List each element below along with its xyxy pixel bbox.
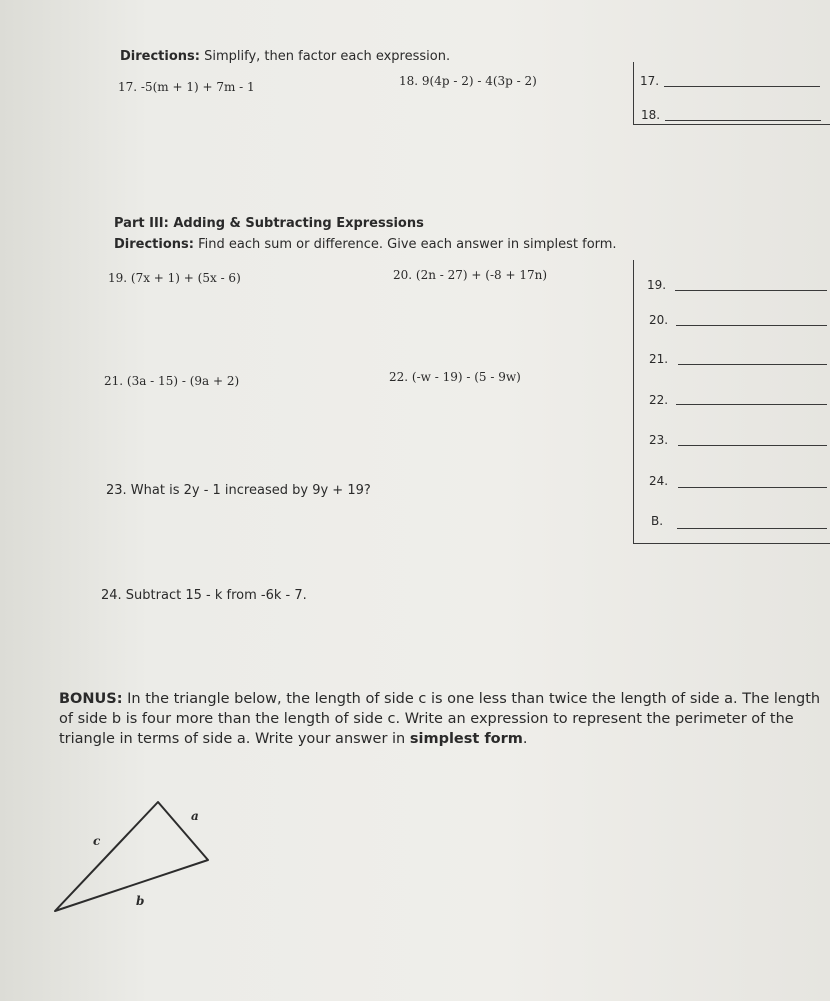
question-24: 24. Subtract 15 - k from -6k - 7. [101,588,307,603]
answer-23-field[interactable] [678,445,827,446]
answer-21-label: 21. [649,352,669,366]
answer-21-field[interactable] [678,364,827,365]
answer-20-field[interactable] [676,325,827,326]
question-18: 18. 9(4p - 2) - 4(3p - 2) [399,74,537,88]
part-iii-heading: Part III: Adding & Subtracting Expressions [114,216,424,231]
answer-23-label: 23. [649,433,669,447]
triangle-shape [55,802,208,911]
directions-text: Simplify, then factor each expression. [204,49,451,64]
question-20: 20. (2n - 27) + (-8 + 17n) [393,268,547,282]
directions-2 [114,237,617,252]
question-17: 17. -5(m + 1) + 7m - 1 [118,80,255,94]
bonus-text [59,689,829,749]
answer-18-label: 18. [641,108,661,122]
question-21: 21. (3a - 15) - (9a + 2) [104,374,240,388]
answer-24-field[interactable] [678,487,827,488]
directions-1 [120,49,450,64]
triangle-side-c-label: c [93,834,101,848]
answer-19-field[interactable] [675,290,827,291]
bonus-emphasis: simplest form [409,731,523,747]
answer-box-2-border [633,260,634,543]
bonus-sentence-2: The length of side b is four more than the length of side c. Write an expression to represent the perimeter of the triangle in terms of side a. Write your answer in [59,691,821,747]
bonus-end: . [522,731,528,747]
triangle-figure [40,790,230,930]
question-23: 23. What is 2y - 1 increased by 9y + 19? [106,483,371,498]
answer-19-label: 19. [647,278,667,292]
answer-bonus-field[interactable] [677,528,827,529]
bonus-sentence-1: In the triangle below, the length of side c is one less than twice the length of side a. [127,691,738,707]
directions-text-2: Find each sum or difference. Give each answer in simplest form. [198,237,617,252]
answer-box-2-bottom [633,543,830,544]
bonus-label: BONUS: [59,691,123,707]
answer-22-field[interactable] [676,404,827,405]
question-19: 19. (7x + 1) + (5x - 6) [108,271,241,285]
answer-18-field[interactable] [665,120,821,121]
triangle-side-a-label: a [191,809,199,823]
answer-24-label: 24. [649,474,669,488]
answer-22-label: 22. [649,393,669,407]
answer-box-1-border [633,62,634,124]
answer-bonus-label: B. [651,514,664,528]
answer-17-label: 17. [640,74,660,88]
triangle-side-b-label: b [136,894,145,908]
answer-17-field[interactable] [664,86,820,87]
answer-20-label: 20. [649,313,669,327]
answer-box-1-bottom [633,124,830,125]
question-22: 22. (-w - 19) - (5 - 9w) [389,370,521,384]
directions-label: Directions: [120,49,200,64]
directions-label-2: Directions: [114,237,194,252]
